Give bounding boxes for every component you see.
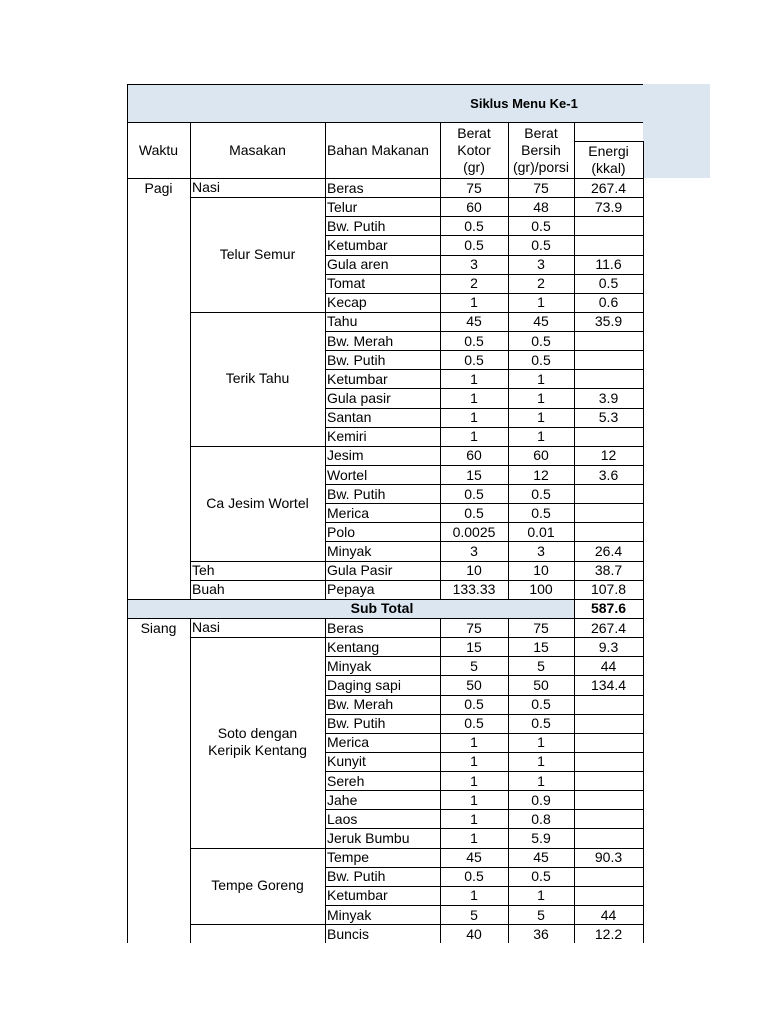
- cell-bahan: Tomat: [327, 275, 366, 292]
- cell-masakan-line: Teh: [192, 561, 215, 578]
- grid-line: [325, 255, 643, 256]
- cell-bahan: Minyak: [327, 657, 372, 674]
- cell-berat-bersih: 0.5: [531, 485, 551, 502]
- cell-bahan: Ketumbar: [327, 370, 388, 387]
- cell-energi: [574, 752, 643, 771]
- cell-energi: 5.3: [598, 409, 619, 426]
- grid-line: [325, 752, 643, 753]
- cell-masakan-line: Terik Tahu: [225, 370, 290, 387]
- cell-waktu: Pagi: [144, 179, 173, 196]
- cell-berat-bersih: 0.5: [531, 217, 551, 234]
- grid-line: [325, 369, 643, 370]
- cell-bahan: Ketumbar: [327, 887, 388, 904]
- grid-line: [190, 122, 191, 599]
- cell-energi: 107.8: [590, 581, 627, 598]
- grid-line: [508, 122, 509, 599]
- cell-berat-kotor: 1: [470, 791, 478, 808]
- cell-bahan: Bw. Putih: [327, 868, 386, 885]
- grid-line: [190, 312, 643, 313]
- grid-line: [190, 197, 643, 198]
- cell-bahan: Bw. Putih: [327, 485, 386, 502]
- header-energi-line: Energi: [588, 142, 629, 159]
- cell-berat-kotor: 50: [466, 676, 482, 693]
- grid-line: [127, 84, 643, 85]
- grid-line: [127, 84, 128, 943]
- cell-waktu: Siang: [140, 619, 177, 636]
- cell-energi: 12: [600, 447, 617, 464]
- grid-line: [325, 293, 643, 294]
- table-title: Siklus Menu Ke-1: [470, 95, 578, 111]
- cell-berat-bersih: 0.5: [531, 715, 551, 732]
- cell-berat-bersih: 75: [533, 179, 549, 196]
- cell-berat-bersih: 10: [533, 562, 549, 579]
- cell-bahan: Jeruk Bumbu: [327, 829, 410, 846]
- cell-berat-kotor: 133.33: [452, 581, 496, 598]
- grid-line: [508, 618, 509, 943]
- cell-berat-kotor: 45: [466, 313, 482, 330]
- cell-masakan-line: Telur Semur: [219, 246, 296, 262]
- cell-bahan: Bw. Putih: [327, 217, 386, 234]
- cell-bahan: Jesim: [327, 447, 364, 464]
- grid-line: [325, 408, 643, 409]
- cell-masakan: [190, 197, 325, 312]
- cell-berat-kotor: 0.5: [464, 236, 484, 253]
- cell-bahan: Bw. Putih: [327, 351, 386, 368]
- cell-masakan: [190, 178, 325, 197]
- cell-bahan: Pepaya: [327, 581, 375, 598]
- cell-bahan: Gula Pasir: [327, 562, 393, 579]
- cell-masakan: [190, 924, 325, 943]
- cell-bahan: Kentang: [327, 638, 380, 655]
- grid-line: [325, 235, 643, 236]
- cell-berat-bersih: 3: [537, 543, 545, 560]
- cell-berat-bersih: 0.9: [531, 791, 551, 808]
- header-berat-bersih-line: (gr)/porsi: [512, 158, 569, 175]
- header-energi-line: (kkal): [591, 159, 626, 176]
- cell-bahan: Buncis: [327, 925, 370, 942]
- cell-berat-kotor: 0.0025: [452, 523, 496, 540]
- grid-line: [325, 790, 643, 791]
- grid-line: [325, 618, 326, 943]
- cell-berat-bersih: 0.5: [531, 332, 551, 349]
- cell-berat-kotor: 1: [470, 829, 478, 846]
- cell-masakan: [190, 580, 325, 599]
- grid-line: [325, 350, 643, 351]
- header-bahan-makanan: Bahan Makanan: [327, 142, 429, 158]
- cell-masakan: [190, 312, 325, 446]
- cell-energi: 73.9: [594, 198, 623, 215]
- cell-berat-bersih: 1: [537, 734, 545, 751]
- cell-bahan: Merica: [327, 504, 370, 521]
- subtotal-energi: 587.6: [590, 600, 627, 617]
- cell-berat-kotor: 45: [466, 849, 482, 866]
- cell-bahan: Ketumbar: [327, 236, 388, 253]
- grid-line: [127, 178, 643, 179]
- cell-bahan: Beras: [327, 179, 364, 196]
- cell-bahan: Telur: [327, 198, 358, 215]
- cell-berat-kotor: 0.5: [464, 715, 484, 732]
- cell-bahan: Merica: [327, 734, 370, 751]
- grid-line: [325, 274, 643, 275]
- cell-energi: [574, 427, 643, 446]
- cell-berat-kotor: 1: [470, 887, 478, 904]
- grid-line: [325, 809, 643, 810]
- grid-line: [325, 771, 643, 772]
- cell-berat-kotor: 15: [466, 466, 482, 483]
- cell-berat-kotor: 3: [470, 256, 478, 273]
- grid-line: [574, 122, 575, 943]
- cell-berat-bersih: 1: [537, 294, 545, 311]
- cell-masakan: [190, 561, 325, 580]
- grid-line: [190, 580, 643, 581]
- grid-line: [574, 141, 643, 142]
- cell-berat-kotor: 1: [470, 428, 478, 445]
- cell-berat-kotor: 0.5: [464, 351, 484, 368]
- cell-berat-kotor: 0.5: [464, 868, 484, 885]
- cell-bahan: Beras: [327, 619, 364, 636]
- cell-energi: 0.5: [598, 275, 619, 292]
- cell-energi: 44: [600, 657, 617, 674]
- grid-line: [190, 924, 643, 925]
- cell-berat-bersih: 45: [533, 849, 549, 866]
- cell-energi: [574, 733, 643, 752]
- cell-energi: [574, 886, 643, 905]
- grid-line: [325, 484, 643, 485]
- cell-berat-kotor: 0.5: [464, 696, 484, 713]
- cell-energi: 9.3: [598, 638, 619, 655]
- cell-bahan: Wortel: [327, 466, 368, 483]
- cell-masakan-line: Soto dengan: [217, 725, 298, 742]
- grid-line: [325, 905, 643, 906]
- grid-line: [325, 503, 643, 504]
- cell-berat-bersih: 2: [537, 275, 545, 292]
- grid-line: [325, 695, 643, 696]
- cell-berat-bersih: 15: [533, 638, 549, 655]
- cell-energi: [574, 771, 643, 790]
- header-berat-bersih-line: Berat: [524, 124, 558, 141]
- cell-berat-bersih: 3: [537, 256, 545, 273]
- cell-bahan: Bw. Merah: [327, 332, 394, 349]
- cell-bahan: Gula pasir: [327, 389, 391, 406]
- cell-berat-bersih: 0.5: [531, 236, 551, 253]
- cell-energi: [574, 790, 643, 809]
- cell-energi: [574, 331, 643, 350]
- grid-line: [325, 465, 643, 466]
- cell-berat-kotor: 1: [470, 409, 478, 426]
- header-extension-band: [643, 122, 710, 178]
- cell-bahan: Gula aren: [327, 256, 389, 273]
- cell-berat-kotor: 5: [470, 657, 478, 674]
- grid-line: [325, 331, 643, 332]
- cell-berat-kotor: 1: [470, 753, 478, 770]
- cell-berat-kotor: 1: [470, 734, 478, 751]
- cell-bahan: Bw. Putih: [327, 715, 386, 732]
- cell-energi: 3.9: [598, 389, 619, 406]
- cell-berat-kotor: 0.5: [464, 217, 484, 234]
- cell-bahan: Laos: [327, 810, 358, 827]
- grid-line: [325, 867, 643, 868]
- grid-line: [190, 561, 643, 562]
- cell-berat-kotor: 15: [466, 638, 482, 655]
- cell-berat-kotor: 1: [470, 370, 478, 387]
- cell-berat-bersih: 0.5: [531, 868, 551, 885]
- cell-masakan-line: Nasi: [192, 619, 221, 636]
- cell-energi: [574, 484, 643, 503]
- cell-berat-kotor: 3: [470, 543, 478, 560]
- cell-berat-kotor: 0.5: [464, 485, 484, 502]
- cell-berat-kotor: 10: [466, 562, 482, 579]
- grid-line: [127, 599, 643, 600]
- cell-energi: [574, 809, 643, 828]
- cell-berat-bersih: 36: [533, 925, 549, 942]
- cell-berat-kotor: 1: [470, 810, 478, 827]
- grid-line: [190, 637, 643, 638]
- header-waktu: Waktu: [138, 142, 179, 158]
- cell-energi: 3.6: [598, 466, 619, 483]
- cell-bahan: Jahe: [327, 791, 358, 808]
- grid-line: [190, 848, 643, 849]
- subtotal-label: Sub Total: [350, 600, 414, 617]
- cell-energi: 38.7: [594, 562, 623, 579]
- cell-berat-kotor: 60: [466, 447, 482, 464]
- cell-berat-bersih: 1: [537, 370, 545, 387]
- cell-berat-kotor: 1: [470, 772, 478, 789]
- grid-line: [325, 122, 326, 599]
- cell-bahan: Santan: [327, 409, 372, 426]
- cell-energi: 44: [600, 906, 617, 923]
- cell-bahan: Sereh: [327, 772, 365, 789]
- grid-line: [325, 675, 643, 676]
- cell-berat-bersih: 45: [533, 313, 549, 330]
- cell-masakan-line: Ca Jesim Wortel: [206, 494, 309, 511]
- cell-energi: [574, 867, 643, 886]
- cell-energi: [574, 828, 643, 847]
- header-berat-kotor-line: (gr): [463, 158, 485, 175]
- cell-berat-bersih: 12: [533, 466, 549, 483]
- cell-berat-bersih: 5.9: [531, 829, 551, 846]
- cell-masakan: [190, 637, 325, 847]
- cell-energi: 26.4: [594, 543, 623, 560]
- cell-berat-bersih: 1: [537, 428, 545, 445]
- cell-berat-bersih: 100: [529, 581, 553, 598]
- cell-masakan-line: Tempe Goreng: [211, 877, 304, 894]
- cell-energi: [574, 235, 643, 254]
- grid-line: [325, 541, 643, 542]
- cell-masakan: [190, 446, 325, 561]
- grid-line: [325, 427, 643, 428]
- cell-berat-kotor: 2: [470, 275, 478, 292]
- cell-berat-bersih: 0.5: [531, 351, 551, 368]
- cell-berat-bersih: 5: [537, 657, 545, 674]
- cell-masakan-line: Keripik Kentang: [208, 742, 307, 759]
- cell-energi: 267.4: [590, 179, 627, 196]
- cell-berat-bersih: 1: [537, 409, 545, 426]
- cell-berat-bersih: 0.5: [531, 504, 551, 521]
- cell-energi: [574, 503, 643, 522]
- cell-berat-kotor: 40: [466, 925, 482, 942]
- cell-energi: 12.2: [594, 925, 623, 942]
- grid-line: [325, 388, 643, 389]
- cell-energi: [574, 714, 643, 733]
- cell-energi: [574, 695, 643, 714]
- grid-line: [440, 122, 441, 599]
- cell-berat-bersih: 5: [537, 906, 545, 923]
- cell-energi: 0.6: [598, 294, 619, 311]
- cell-berat-bersih: 50: [533, 676, 549, 693]
- grid-line: [440, 618, 441, 943]
- grid-line: [127, 122, 643, 123]
- grid-line: [325, 656, 643, 657]
- grid-line: [325, 828, 643, 829]
- cell-bahan: Kunyit: [327, 753, 366, 770]
- cell-bahan: Minyak: [327, 906, 372, 923]
- cell-berat-bersih: 1: [537, 389, 545, 406]
- header-berat-bersih: [508, 122, 574, 178]
- cell-berat-bersih: 60: [533, 447, 549, 464]
- cell-berat-bersih: 48: [533, 198, 549, 215]
- cell-berat-bersih: 1: [537, 772, 545, 789]
- cell-bahan: Polo: [327, 523, 356, 540]
- cell-berat-bersih: 0.5: [531, 696, 551, 713]
- cell-masakan-line: Nasi: [192, 179, 221, 196]
- grid-line: [127, 618, 643, 619]
- header-berat-kotor-line: Berat: [457, 124, 491, 141]
- cell-berat-bersih: 75: [533, 619, 549, 636]
- cell-bahan: Minyak: [327, 543, 372, 560]
- grid-line: [325, 522, 643, 523]
- cell-energi: 90.3: [594, 849, 623, 866]
- header-masakan: Masakan: [229, 142, 286, 158]
- cell-bahan: Kemiri: [327, 428, 367, 445]
- cell-berat-bersih: 0.8: [531, 810, 551, 827]
- cell-berat-kotor: 5: [470, 906, 478, 923]
- header-energi: [574, 141, 643, 178]
- grid-line: [325, 886, 643, 887]
- grid-line: [190, 446, 643, 447]
- grid-line: [643, 141, 644, 943]
- cell-berat-bersih: 0.01: [527, 523, 555, 540]
- grid-line: [325, 733, 643, 734]
- cell-berat-bersih: 1: [537, 887, 545, 904]
- cell-bahan: Tahu: [327, 313, 358, 330]
- cell-energi: [574, 522, 643, 541]
- grid-line: [325, 216, 643, 217]
- cell-masakan: [190, 848, 325, 925]
- cell-masakan-line: Buah: [192, 580, 225, 597]
- cell-berat-kotor: 1: [470, 294, 478, 311]
- cell-masakan: [190, 618, 325, 637]
- cell-energi: 267.4: [590, 619, 627, 636]
- cell-berat-kotor: 0.5: [464, 332, 484, 349]
- header-berat-bersih-line: Bersih: [521, 141, 561, 158]
- cell-berat-kotor: 75: [466, 179, 482, 196]
- cell-bahan: Kecap: [327, 294, 367, 311]
- header-berat-kotor-line: Kotor: [457, 141, 491, 158]
- cell-bahan: Daging sapi: [327, 676, 401, 693]
- cell-bahan: Bw. Merah: [327, 696, 394, 713]
- cell-energi: [574, 369, 643, 388]
- grid-line: [190, 618, 191, 943]
- grid-line: [325, 714, 643, 715]
- cell-berat-bersih: 1: [537, 753, 545, 770]
- cell-bahan: Tempe: [327, 849, 370, 866]
- cell-energi: 134.4: [590, 676, 627, 693]
- cell-energi: 11.6: [595, 256, 622, 273]
- cell-energi: 35.9: [594, 313, 623, 330]
- cell-berat-kotor: 75: [466, 619, 482, 636]
- cell-berat-kotor: 1: [470, 389, 478, 406]
- cell-energi: [574, 350, 643, 369]
- cell-berat-kotor: 60: [466, 198, 482, 215]
- header-berat-kotor: [440, 122, 508, 178]
- cell-energi: [574, 216, 643, 235]
- cell-berat-kotor: 0.5: [464, 504, 484, 521]
